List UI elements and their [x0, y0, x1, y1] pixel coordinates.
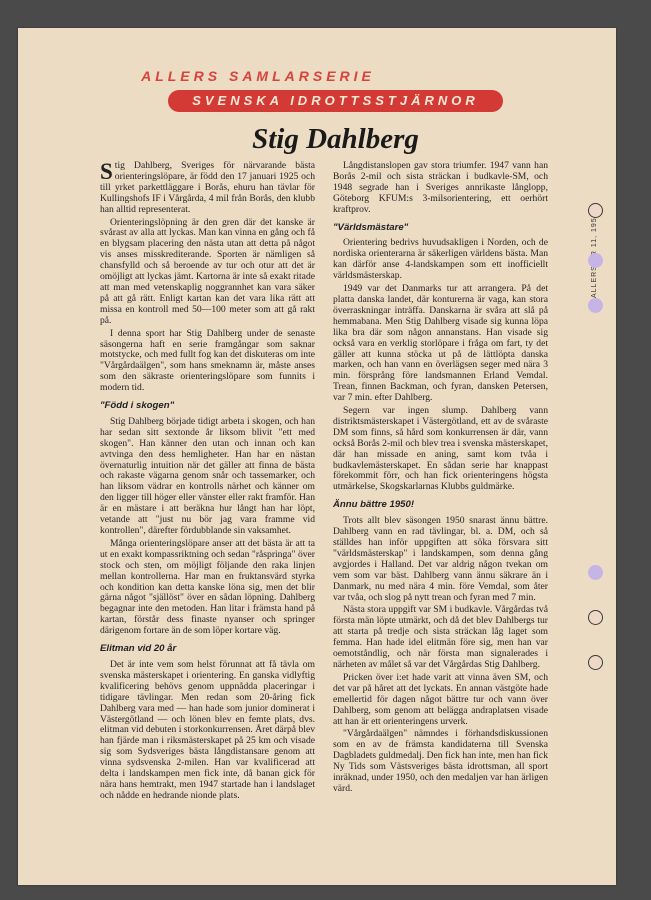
- paragraph: Trots allt blev säsongen 1950 snarast ännu bättre. Dahlberg vann en rad tävlingar, bl. a. DM, och så ställdes han inför uppgiften att söka försvara sitt "världsmästerskap" i landskampen, som denna gång avgjordes i Halland. Det var aldrig någon tvekan om vem som var bäst. Dahlberg vann ännu säkrare än i Danmark, nu med nära 4 min. före Vemdal, som åter var tvåa, och slog på nytt trean och fyran med 7 min.: [333, 515, 548, 603]
- paragraph: Orientering bedrivs huvudsakligen i Norden, och de nordiska orienterarna är säkerligen världens bästa. Man kan därför anse 4-landskampen som ett inofficiellt världsmästerskap.: [333, 237, 548, 282]
- series-banner: SVENSKA IDROTTSSTJÄRNOR: [168, 90, 503, 112]
- paragraph: Nästa stora uppgift var SM i budkavle. Vårgårdas två första män löpte utmärkt, och då det blev Dahlbergs tur att starta på tredje och sista sträckan låg laget som femma. Han hade idel elitmän före sig, men han var oemotståndlig, och när första man signalerades i närheten av målet så var det Vårgårdas Stig Dahlberg.: [333, 604, 548, 670]
- drop-cap: S: [100, 159, 113, 184]
- binder-hole: [588, 203, 603, 218]
- binder-hole: [588, 298, 603, 313]
- magazine-page: [18, 28, 616, 885]
- paragraph: 1949 var det Danmarks tur att arrangera. På det platta danska landet, där konturerna är vaga, kan stora överraskningar inträffa. Danskarna är svåra att slå på hemmabana. Men Stig Dahlberg visade sig kunna löpa lika bra där som någon annanstans. Han visade sig också vara en verklig storlöpare i fråga om fart, ty det gäller att kunna stöcka ut på de lättlöpta danska marken, och han vann en överlägsen seger med nära 3 min. försprång före landsmannen Erland Vemdal. Trean, finnen Backman, och fyran, dansken Petersen, var 7 min. efter Dahlberg.: [333, 283, 548, 404]
- binder-hole: [588, 655, 603, 670]
- section-heading: Elitman vid 20 år: [100, 643, 177, 655]
- paragraph-text: tig Dahlberg, Sveriges för närvarande bästa orienteringslöpare, är född den 17 januari 1925 och till yrket parkettläggare i Borås, ehuru han tävlar för Kullingshofs IF i Vårgårda, 4 mil från Borås, den klubb han alltid representerat.: [100, 160, 315, 215]
- binder-hole: [588, 610, 603, 625]
- paragraph: Segern var ingen slump. Dahlberg vann distriktsmästerskapet i Västergötland, ett av de svåraste DM som finns, så hård som konkurrensen är där, vann också Borås 2-mil och blev trea i svenska mästerskapet, där han missade en aning, samt kom tvåa i budkavlemästerskapet. En sådan serie har knappast förekommit förr, och han fick orienteringens högsta utmärkelse, Skogskarlarnas Klubbs guldmärke.: [333, 405, 548, 493]
- paragraph: "Vårgårdaälgen" nämndes i förhandsdiskussionen som en av de främsta kandidaterna till Svenska Dagbladets guldmedalj. Den fick han inte, men han fick Ny Tids som Västsveriges bästa idrottsman, all sport inräknad, under 1950, och den medaljen var han ärligen värd.: [333, 728, 548, 794]
- binder-hole: [588, 253, 603, 268]
- paragraph: [100, 161, 315, 216]
- paragraph: Det är inte vem som helst förunnat att få tävla om svenska mästerskapet i orientering. En ganska vidlyftig kvalificering behövs genom uppnådda placeringar i tidigare tävlingar. Men redan som 20-åring fick Dahlberg vara med — han hade som junior dominerat i Västergötland — och lönen blev en femte plats, dvs. elitman vid debuten i storkonkurrensen. Året därpå blev han fjärde man i riksmästerskapet på 25 km och visade sig som Sydsveriges bästa långdistansare genom att vinna sydsvenska 2-milen. Han var kvalificerad att delta i landskampen men fick inte, då banan gick för nära hans hemtrakt, men 1947 startade han i landslaget och nådde en hedrande nionde plats.: [100, 658, 315, 801]
- series-header: ALLERS SAMLARSERIE: [141, 68, 375, 84]
- paragraph: Stig Dahlberg började tidigt arbeta i skogen, och han har sedan sitt sextonde år liksom blivit "ett med skogen". Han känner den utan och innan och kan avtvinga den dess hemligheter. Han har en nästan övernaturlig intuition när det gäller att finna de bästa och rakaste vägarna genom snår och tassemarker, och han liksom vädrar en kontrolls närhet och känner om den ligger till höger eller vänster eller rakt framför. Han är en mästare i att beräkna hur långt han har löpt, vetande att "just nu bör jag vara framme vid kontrollen", därefter fördubblande sin vaksamhet.: [100, 415, 315, 536]
- paragraph: Pricken över i:et hade varit att vinna även SM, och det var på håret att det lyckats. En annan västgöte hade emellertid för dagen något bättre tur och vann över Dahlberg, som genom att belägga andraplatsen visade att han är ett orienteringens urverk.: [333, 671, 548, 727]
- paragraph: Orienteringslöpning är den gren där det kanske är svårast av alla att lyckas. Man kan vinna en gång och få en blygsam placering den nästa utan att detta på något vis anses misskrediterande. Sporten är nämligen så chansfylld och så beroende av tur och otur att det är omöjligt att lyckas jämt. Kartorna är inte så exakt ritade att man med vetenskaplig noggrannhet kan vara säker på att gå rätt. Enligt kartan kan det vara lika rätt att missa en kontroll med 50—100 meter som att gå rakt på.: [100, 216, 315, 326]
- article-title: Stig Dahlberg: [252, 123, 419, 155]
- article-column-right: [333, 161, 548, 797]
- section-heading: "Född i skogen": [100, 400, 175, 412]
- paragraph: Långdistanslopen gav stora triumfer. 1947 vann han Borås 2-mil och sista sträckan i budkavle-SM, och 1948 segrade han i Sveriges annrikaste långlopp, Göteborg KFUM:s 3-milsorientering, ett oerhört kraftprov.: [333, 160, 548, 215]
- binder-hole: [588, 565, 603, 580]
- paragraph: I denna sport har Stig Dahlberg under de senaste säsongerna haft en serie framgångar som saknar motstycke, och med fullt fog kan det diskuteras om inte "Vårgårdaälgen", som hans smeknamn är, måste anses som den säkraste orienteringslöpare som funnits i modern tid.: [100, 327, 315, 394]
- article-column-left: [100, 161, 315, 804]
- paragraph: Många orienteringslöpare anser att det bästa är att ta ut en exakt kompassriktning och sedan "råspringa" över stock och sten, om möjligt följande den raka linjen mellan kontrollerna. Har man en fruktansvärd styrka och kondition kan detta kanske löna sig, men det blir gärna något "själlöst" över en sådan löpning. Dahlberg begagnar inte den metoden. Han litar i främsta hand på kartan, förstår dess finaste nyanser och springer därigenom fortare än de som löper kortare väg.: [100, 537, 315, 637]
- section-heading: "Världsmästare": [333, 221, 409, 233]
- section-heading: Ännu bättre 1950!: [333, 499, 415, 511]
